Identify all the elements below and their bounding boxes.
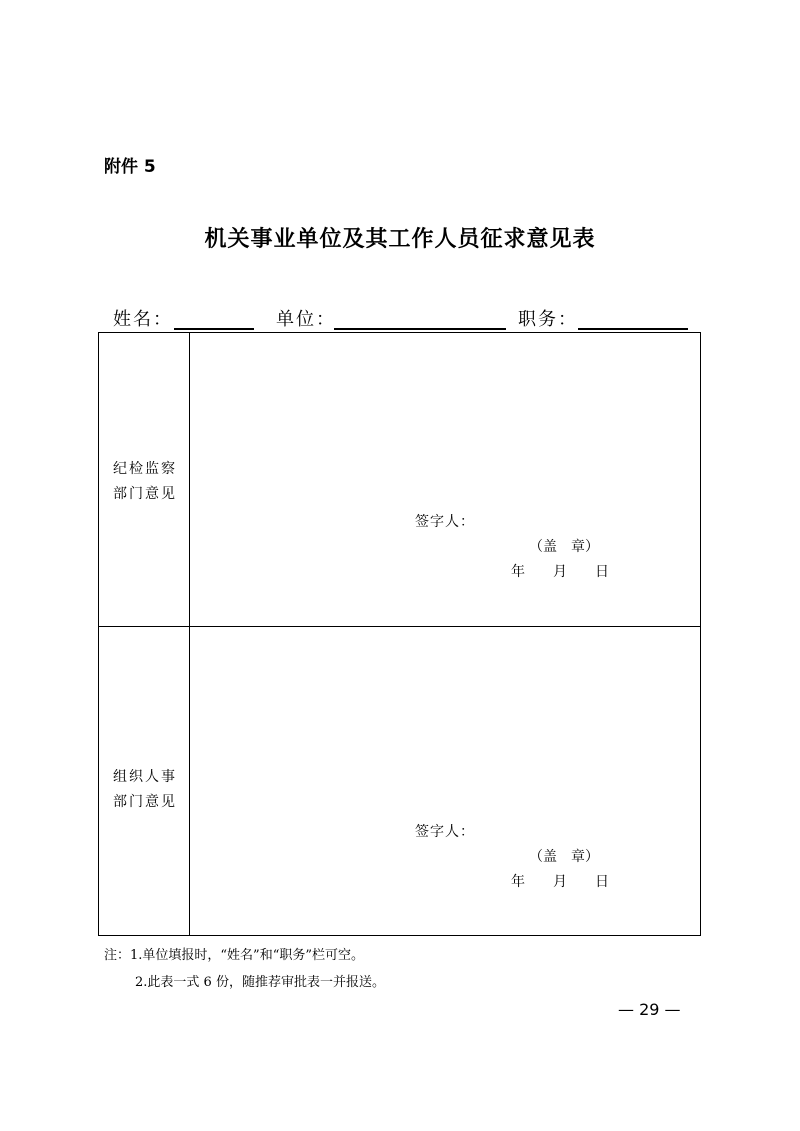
signer-label: 签字人： xyxy=(415,824,475,840)
note-line: 2.此表一式 6 份，随推荐审批表一并报送。 xyxy=(135,975,385,990)
section-label-line: 纪检监察 xyxy=(113,461,177,477)
position-field[interactable] xyxy=(578,328,688,330)
personnel-section xyxy=(99,627,700,935)
page-number: — 29 — xyxy=(618,1000,681,1019)
name-field[interactable] xyxy=(174,328,254,330)
seal-label: （盖 章） xyxy=(529,539,599,555)
opinion-table xyxy=(98,332,701,936)
section-label-cell xyxy=(99,627,190,935)
date-label: 年 月 日 xyxy=(511,874,609,890)
date-label: 年 月 日 xyxy=(511,564,609,580)
seal-label: （盖 章） xyxy=(529,849,599,865)
section-label xyxy=(113,457,177,507)
page-title: 机关事业单位及其工作人员征求意见表 xyxy=(204,226,596,252)
section-label-line: 部门意见 xyxy=(113,794,177,810)
section-label-line: 部门意见 xyxy=(113,486,177,502)
unit-field[interactable] xyxy=(334,328,506,330)
section-label xyxy=(113,765,177,815)
notes xyxy=(104,942,385,996)
attachment-label: 附件 5 xyxy=(104,157,156,177)
discipline-section xyxy=(99,333,700,627)
position-label: 职务： xyxy=(518,309,578,330)
note-line: 注：1.单位填报时，“姓名”和“职务”栏可空。 xyxy=(104,948,364,963)
section-label-line: 组织人事 xyxy=(113,769,177,785)
section-label-cell xyxy=(99,333,190,626)
name-label: 姓名： xyxy=(113,309,173,330)
signer-label: 签字人： xyxy=(415,514,475,530)
unit-label: 单位： xyxy=(276,309,336,330)
header-fields xyxy=(0,305,800,333)
